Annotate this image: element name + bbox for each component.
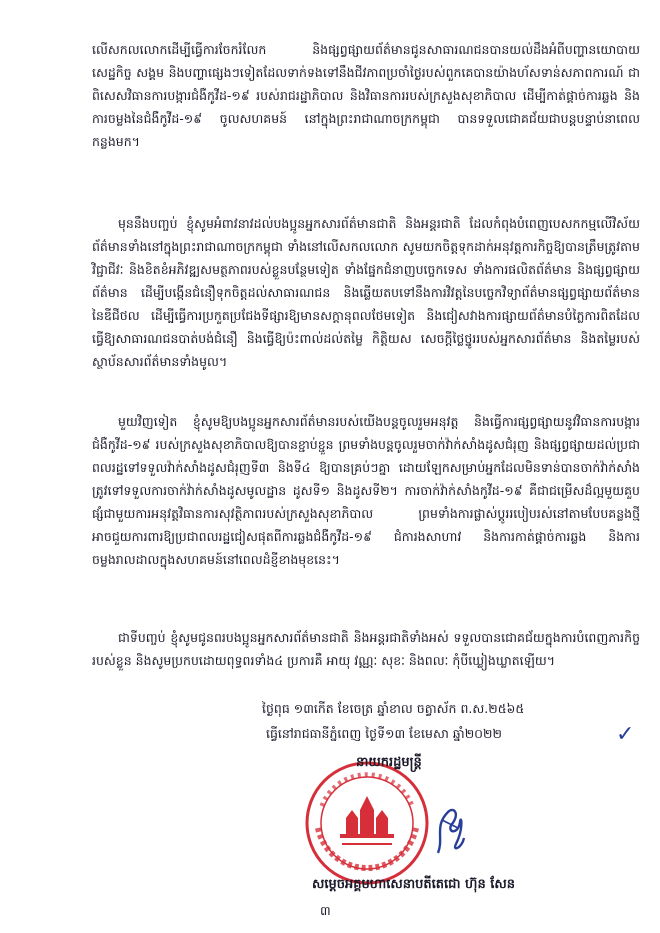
solar-date: ធ្វើនៅរាជធានីភ្នំពេញ ថ្ងៃទី១៣ ខែមេសា ឆ្នាំ២០២២ — [266, 726, 502, 741]
paragraph-4: ជាទីបញ្ចប់ ខ្ញុំសូមជូនពរបងប្អូនអ្នកសារព័ត៌មានជាតិ និងអន្តរជាតិទាំងអស់ ទទួលបានជោគជ័យក្នុងការបំពេញភារកិច្ចរបស់ខ្លួន និងសូមប្រកបដោយពុទ្ធពរទាំង៤ ប្រការគឺ អាយុ វណ្ណៈ សុខៈ និងពលៈ កុំបីឃ្លៀងឃ្លាតឡើយ។ — [92, 630, 640, 668]
checkmark-icon: ✓ — [616, 722, 635, 747]
paragraph-2: មុននឹងបញ្ចប់ ខ្ញុំសូមអំពាវនាវដល់បងប្អូនអ្នកសារព័ត៌មានជាតិ និងអន្តរជាតិ ដែលកំពុងបំពេញបេសកកម្មលើវិស័យព័ត៌មានទាំងនៅក្នុងព្រះរាជាណាចក្រកម្ពុជា ទាំងនៅលើសកលលោក សូមយកចិត្តទុកដាក់អនុវត្តការកិច្ចឱ្យបានត្រឹមត្រូវតាមវិជ្ជាជីវៈ និងខិតខំអភិវឌ្ឍសមត្ថភាពរបស់ខ្លួនបន្ថែមទៀត ទាំងផ្នែកជំនាញបច្ចេកទេស ទាំងការផលិតព័ត៌មាន និងផ្សព្វផ្សាយព័ត៌មាន ដើម្បីបង្កើនជំនឿទុកចិត្តដល់សាធារណជន និងឆ្លើយតបទៅនឹងការវិវត្តនៃបច្ចេកវិទ្យាព័ត៌មានផ្សព្វផ្សាយព័ត៌មាននៃឌីជីថល ដើម្បីធ្វើការប្រកួតប្រជែងទីផ្សារឱ្យមានសក្តានុពលថែមទៀត និងជៀសវាងការផ្សាយព័ត៌មានបំភ្លៃការពិតដែលធ្វើឱ្យសាធារណជនបាត់បង់ជំនឿ និងធ្វើឱ្យប៉ះពាល់ដល់តម្លៃ កិត្តិយស សេចក្តីថ្លៃថ្នូររបស់អ្នកសារព័ត៌មាន និងតម្លៃរបស់ស្ថាប័នសារព័ត៌មានទាំងមូល។ — [92, 216, 640, 369]
signatory-name: សម្តេចអគ្គមហាសេនាបតីតេជោ ហ៊ុន សែន — [312, 877, 515, 892]
handwritten-signature-icon — [430, 798, 470, 858]
lunar-date: ថ្ងៃពុធ ១៣កើត ខែចេត្រ ឆ្នាំខាល ចត្វាស័ក ព.ស.២៥៦៥ — [262, 701, 525, 716]
paragraph-3: មួយវិញទៀត ខ្ញុំសូមឱ្យបងប្អូនអ្នកសារព័ត៌មានរបស់យើងបន្តចូលរួមអនុវត្ត និងធ្វើការផ្សព្វផ្សាយនូវវិធានការបង្ការជំងឺកូវីដ-១៩ របស់ក្រសួងសុខាភិបាលឱ្យបានខ្ជាប់ខ្ជួន ព្រមទាំងបន្តចូលរួមចាក់វ៉ាក់សាំងដូសជំរុញ និងផ្សព្វផ្សាយដល់ប្រជាពលរដ្ឋទៅទទួលវ៉ាក់សាំងដូសជំរុញទី៣ និងទី៤ ឱ្យបានគ្រប់ៗគ្នា ដោយឡែកសម្រាប់អ្នកដែលមិនទាន់បានចាក់វ៉ាក់សាំង ត្រូវទៅទទួលការចាក់វ៉ាក់សាំងដូសមូលដ្ឋាន ដូសទី១ និងដូសទី២។ ការចាក់វ៉ាក់សាំងកូវីដ-១៩ គឺជាជម្រើសដ៏ល្អមួយគួបផ្សំជាមួយការអនុវត្តវិធានការសុវត្ថិភាពរបស់ក្រសួងសុខាភិបាល ព្រមទាំងការផ្លាស់ប្តូររបៀបរស់នៅតាមបែបគន្លងថ្មី អាចជួយការពារឱ្យប្រជាពលរដ្ឋជៀសផុតពីការឆ្លងជំងឺកូវីដ-១៩ ជំការងសាហាវ និងការកាត់ផ្តាច់ការឆ្លង និងការចម្លងរាលដាលក្នុងសហគមន៍នៅពេលដំខ្ញីខាងមុខនេះ។ — [92, 414, 640, 567]
page-number: ៣ — [320, 903, 331, 918]
signatory-title: នាយករដ្ឋមន្ត្រី — [356, 755, 422, 770]
paragraph-1: លើសកលលោកដើម្បីធ្វើការចែករំលែក និងផ្សព្វផ្សាយព័ត៌មានជូនសាធារណជនបានយល់ដឹងអំពីបញ្ហានយោបាយ សេដ្ឋកិច្ច សង្គម និងបញ្ហាផ្សេងៗទៀតដែលទាក់ទងទៅនឹងជីវភាពប្រចាំថ្ងៃរបស់ពួកគេបានយ៉ាងហ័សទាន់សភាពការណ៍ ជាពិសេសវិធានការបង្ការជំងឺកូវីដ-១៩ របស់រាជរដ្ឋាភិបាល និងវិធានការរបស់ក្រសួងសុខាភិបាល ដើម្បីកាត់ផ្តាច់ការឆ្លង និងការចម្លងនៃជំងឺកូវីដ-១៩ ចូលសហគមន៍ នៅក្នុងព្រះរាជាណាចក្រកម្ពុជា បានទទួលជោគជ័យជាបន្តបន្ទាប់នាពេលកន្លងមក។ — [92, 42, 640, 149]
angkor-wat-seal-icon — [302, 758, 432, 888]
